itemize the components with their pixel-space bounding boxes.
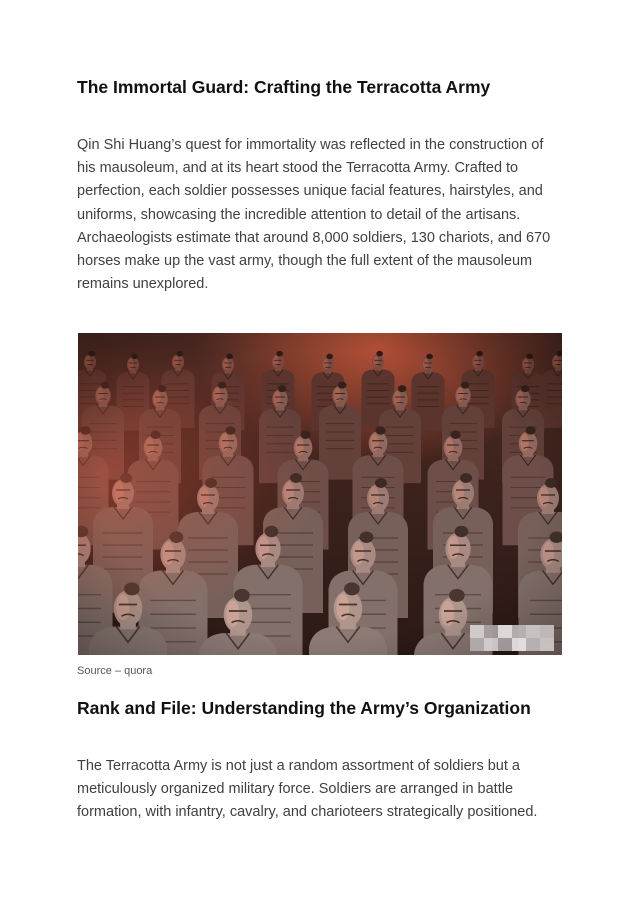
paragraph-line: uniforms, showcasing the incredible attention to detail of the artisans. [77, 206, 521, 223]
watermark-block [512, 638, 526, 651]
paragraph-line: Archaeologists estimate that around 8,000 soldiers, 130 chariots, and 670 [77, 229, 551, 246]
paragraph-line: his mausoleum, and at its heart stood the Terracotta Army. Crafted to [77, 160, 519, 177]
terracotta-army-photo [78, 333, 562, 655]
section-heading: The Immortal Guard: Crafting the Terracotta Army [77, 77, 491, 97]
paragraph-line: The Terracotta Army is not just a random assortment of soldiers but a [77, 758, 520, 774]
section-paragraph [77, 134, 577, 296]
photo-vignette [78, 333, 562, 655]
watermark-block [512, 625, 526, 638]
watermark-block [484, 638, 498, 651]
paragraph-line: Qin Shi Huang’s quest for immortality was reflected in the construction of [77, 137, 544, 153]
section-paragraph [77, 755, 577, 825]
paragraph-line: meticulously organized military force. Soldiers are arranged in battle [77, 781, 514, 798]
watermark-block [540, 638, 554, 651]
section-heading: Rank and File: Understanding the Army’s Organization [77, 698, 531, 718]
paragraph-line: formation, with infantry, cavalry, and charioteers strategically positioned. [77, 804, 538, 821]
blurred-watermark [470, 625, 554, 651]
watermark-block [498, 638, 512, 651]
watermark-block [526, 638, 540, 651]
paragraph-line: perfection, each soldier possesses unique facial features, hairstyles, and [77, 183, 543, 200]
watermark-block [540, 625, 554, 638]
watermark-block [470, 638, 484, 651]
watermark-block [484, 625, 498, 638]
watermark-block [526, 625, 540, 638]
paragraph-line: remains unexplored. [77, 276, 209, 293]
paragraph-line: horses make up the vast army, though the full extent of the mausoleum [77, 253, 533, 270]
watermark-block [470, 625, 484, 638]
image-caption: Source – quora [77, 665, 153, 677]
article-figure [78, 333, 562, 655]
watermark-block [498, 625, 512, 638]
